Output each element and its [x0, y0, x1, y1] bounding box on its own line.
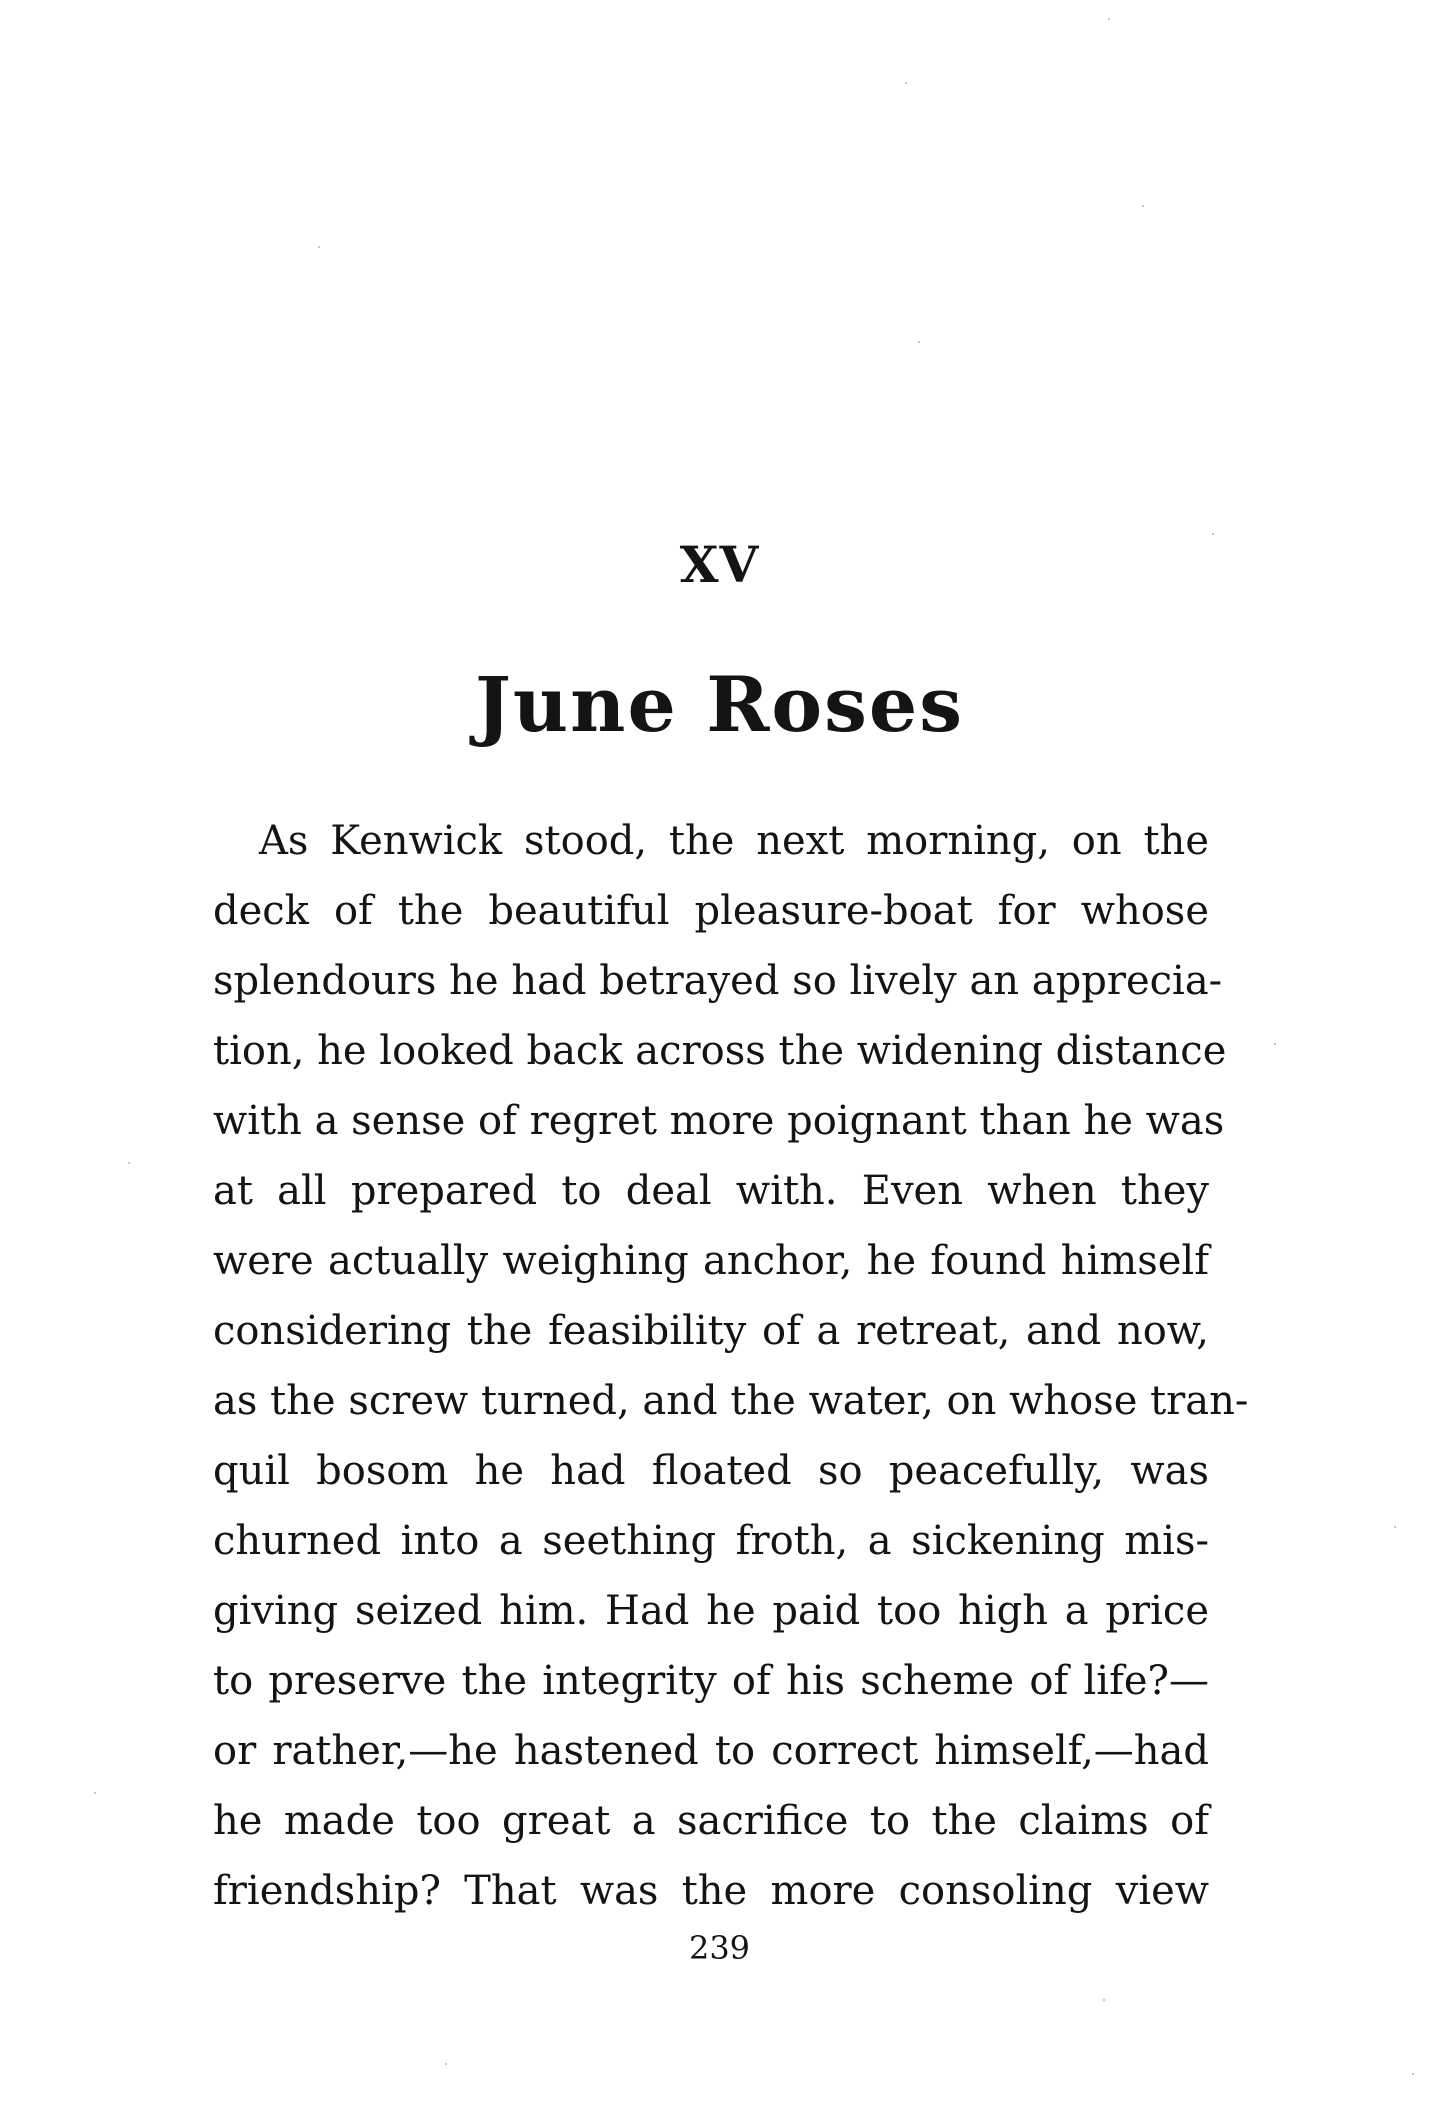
text-line: as the screw turned, and the water, on whose tran- [213, 1378, 1249, 1424]
text-line: considering the feasibility of a retreat, and now, [213, 1308, 1209, 1354]
paper-speck [1274, 1043, 1276, 1045]
paper-speck [318, 246, 320, 248]
paper-speck [1108, 18, 1110, 20]
text-line: were actually weighing anchor, he found himself [213, 1238, 1209, 1284]
paper-speck [1412, 2073, 1414, 2075]
text-line: tion, he looked back across the widening distance [213, 1028, 1227, 1074]
text-line: with a sense of regret more poignant than he was [213, 1098, 1225, 1144]
paper-speck [918, 341, 920, 343]
text-line: he made too great a sacrifice to the claims of [213, 1798, 1209, 1844]
body-paragraph [213, 806, 1249, 1926]
paper-speck [94, 1792, 96, 1794]
chapter-title: June Roses [474, 660, 965, 749]
text-line: to preserve the integrity of his scheme of life?— [213, 1658, 1209, 1704]
text-line: at all prepared to deal with. Even when they [213, 1168, 1209, 1214]
text-line: or rather,—he hastened to correct himself,—had [213, 1728, 1209, 1774]
text-line: deck of the beautiful pleasure-boat for whose [213, 888, 1209, 934]
text-line: churned into a seething froth, a sickening mis- [213, 1518, 1209, 1564]
paper-speck [905, 82, 907, 84]
paper-speck [1103, 1999, 1105, 2001]
page-number: 239 [688, 1929, 751, 1967]
text-line: quil bosom he had floated so peacefully, was [213, 1448, 1209, 1494]
paper-speck [445, 2063, 447, 2065]
paper-speck [1142, 205, 1144, 207]
paper-speck [128, 1162, 130, 1164]
paper-speck [1212, 533, 1214, 535]
text-line: splendours he had betrayed so lively an apprecia- [213, 958, 1223, 1004]
text-line: friendship? That was the more consoling view [213, 1868, 1209, 1914]
paper-speck [1394, 1526, 1396, 1528]
text-line: As Kenwick stood, the next morning, on the [259, 818, 1209, 864]
text-line: giving seized him. Had he paid too high a price [213, 1588, 1209, 1634]
chapter-number: XV [679, 535, 760, 594]
